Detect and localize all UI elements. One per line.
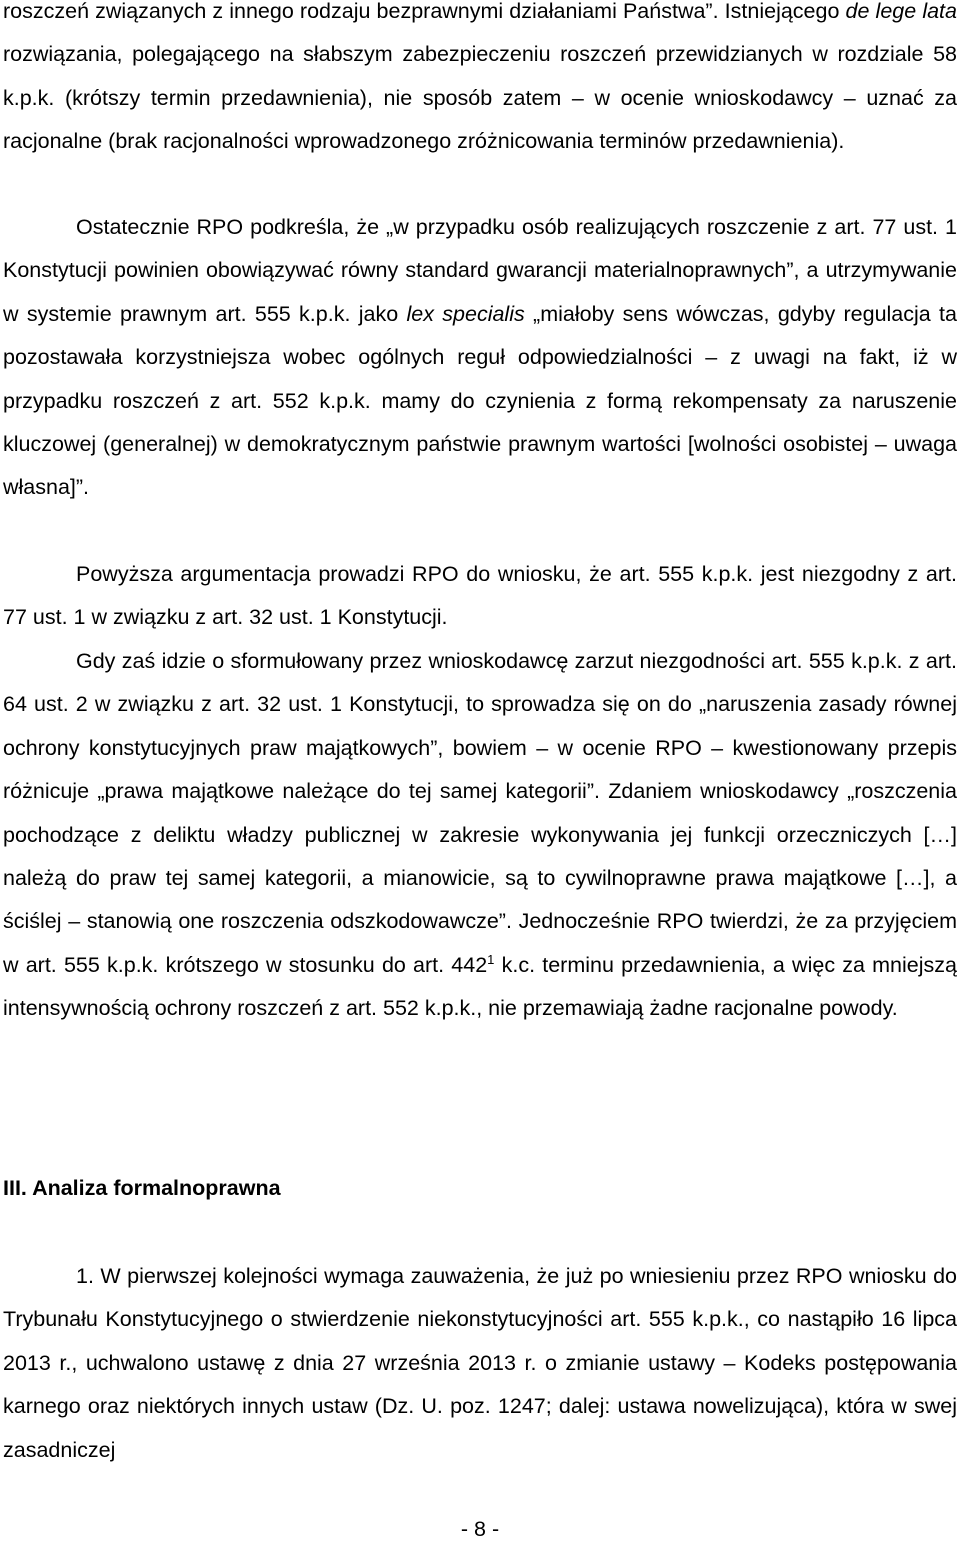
paragraph-analysis-1	[3, 1255, 957, 1472]
text-run: roszczeń związanych z innego rodzaju bezprawnymi działaniami Państwa”. Istniejącego	[3, 0, 846, 23]
text-run: Gdy zaś idzie o sformułowany przez wnioskodawcę zarzut niezgodności art. 555 k.p.k. z art. 64 ust. 2 w związku z art. 32 ust. 1 Konstytucji, to sprowadza się on do „naruszenia zasady równej ochrony konstytucyjnych praw majątkowych”, bowiem – w ocenie RPO – kwestionowany przepis różnicuje „prawa majątkowe należące do tej samej kategorii”. Zdaniem wnioskodawcy „roszczenia pochodzące z deliktu władzy publicznej w zakresie wykonywania jej funkcji orzeczniczych […] należą do praw tej samej kategorii, a mianowicie, są to cywilnoprawne prawa majątkowe […], a ściślej – stanowią one roszczenia odszkodowawcze”. Jednocześnie RPO twierdzi, że za przyjęciem w art. 555 k.p.k. krótszego w stosunku do art. 442	[3, 649, 957, 977]
text-run: k.c. terminu przedawnienia, a więc za mniejszą intensywnością ochrony roszczeń z art. 552 k.p.k., nie przemawiają żadne racjonalne powody.	[3, 952, 957, 1021]
section-heading: III. Analiza formalnoprawna	[3, 1176, 281, 1200]
paragraph-charge	[3, 640, 957, 1031]
superscript-run: 1	[487, 951, 495, 967]
paragraph-continuation	[3, 0, 957, 164]
text-run: 1. W pierwszej kolejności wymaga zauważenia, że już po wniesieniu przez RPO wniosku do Trybunału Konstytucyjnego o stwierdzenie niekonstytucyjności art. 555 k.p.k., co nastąpiło 16 lipca 2013 r., uchwalono ustawę z dnia 27 września 2013 r. o zmianie ustawy – Kodeks postępowania karnego oraz niektórych innych ustaw (Dz. U. poz. 1247; dalej: ustawa nowelizująca), która w swej zasadniczej	[3, 1264, 957, 1462]
text-run: Powyższa argumentacja prowadzi RPO do wniosku, że art. 555 k.p.k. jest niezgodny z art. 77 ust. 1 w związku z art. 32 ust. 1 Konstytucji.	[3, 562, 957, 630]
page-number: - 8 -	[460, 1517, 500, 1541]
text-run: Ostatecznie RPO podkreśla, że „w przypadku osób realizujących roszczenie z art. 77 ust. 1 Konstytucji powinien obowiązywać równy standard gwarancji materialnoprawnych”, a utrzymywanie w systemie prawnym art. 555 k.p.k. jako	[3, 215, 957, 326]
text-run: „miałoby sens wówczas, gdyby regulacja ta pozostawała korzystniejsza wobec ogólnych reguł odpowiedzialności – z uwagi na fakt, iż w przypadku roszczeń z art. 552 k.p.k. mamy do czynienia z formą rekompensaty za naruszenie kluczowej (generalnej) w demokratycznym państwie prawnym wartości [wolności osobistej – uwaga własna]”.	[3, 301, 957, 500]
text-run: rozwiązania, polegającego na słabszym zabezpieczeniu roszczeń przewidzianych w rozdziale 58 k.p.k. (krótszy termin przedawnienia), nie sposób zatem – w ocenie wnioskodawcy – uznać za racjonalne (brak racjonalności wprowadzonego zróżnicowania terminów przedawnienia).	[3, 42, 957, 154]
document-page	[3, 0, 957, 1543]
paragraph-final-rpo	[3, 206, 957, 510]
italic-text-run: de lege lata	[845, 0, 957, 23]
paragraph-argument	[3, 553, 957, 640]
italic-text-run: lex specialis	[406, 301, 525, 326]
